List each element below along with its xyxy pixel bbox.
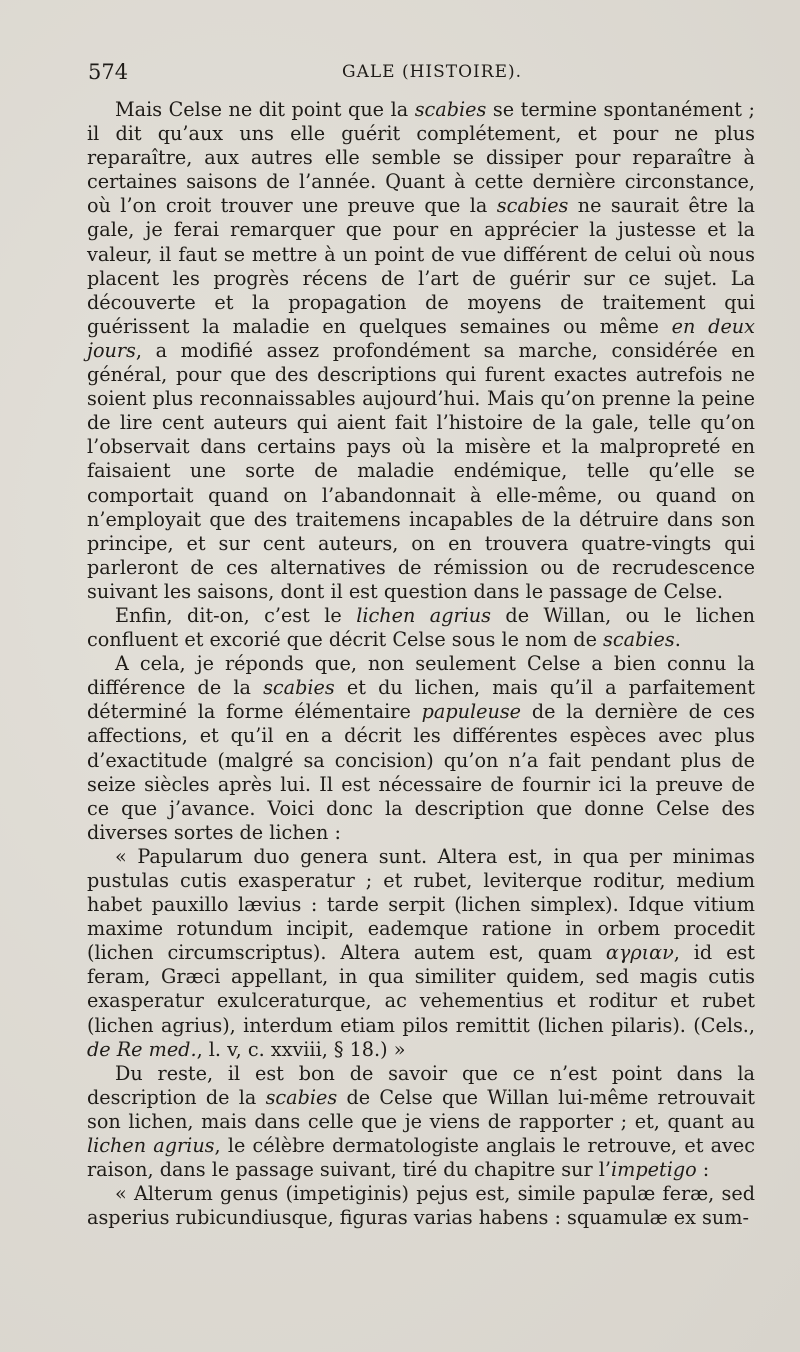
paragraph-4-quotation: « Papularum duo genera sunt. Altera est, in qua per minimas pustulas cutis exasperatur ; et rubet, leviterque roditur, medium habet pauxillo lævius : tarde serpit (lichen simplex). Idque vitium maxime rotundum incipit, eademque ratione in orbem procedit (lichen circumscriptus). Altera autem est, quam αγριαν, id est feram, Græci appellant, in qua similiter quidem, sed magis cutis exasperatur exulceraturque, ac vehementius et roditur et rubet (lichen agrius), interdum etiam pilos remittit (lichen pilaris). (Cels., de Re med., l. v, c. xxviii, § 18.) » xyxy=(87,844,755,1061)
running-head: GALE (HISTOIRE). xyxy=(342,62,523,82)
page-number: 574 xyxy=(88,60,129,84)
paragraph-3: A cela, je réponds que, non seulement Celse a bien connu la différence de la scabies et du lichen, mais qu’il a parfaitement déterminé la forme élémentaire papuleuse de la dernière de ces affections, et qu’il en a décrit les différentes espèces avec plus d’exactitude (malgré sa concision) qu’on n’a fait pendant plus de seize siècles après lui. Il est nécessaire de fournir ici la preuve de ce que j’avance. Voici donc la description que donne Celse des diverses sortes de lichen : xyxy=(87,652,756,844)
paragraph-5: Du reste, il est bon de savoir que ce n’est point dans la description de la scabies de Celse que Willan lui-même retrouvait son lichen, mais dans celle que je viens de rapporter ; et, quant au lichen agrius, le célèbre dermatologiste anglais le retrouve, et avec raison, dans le passage suivant, tiré du chapitre sur l’impetigo : xyxy=(87,1061,755,1182)
body-text xyxy=(87,98,755,1230)
page-header xyxy=(88,60,748,92)
paragraph-6-quotation: « Alterum genus (impetiginis) pejus est, simile papulæ feræ, sed asperius rubicundiusque, figuras varias habens : squamulæ ex sum- xyxy=(87,1182,755,1230)
paragraph-2: Enfin, dit-on, c’est le lichen agrius de Willan, ou le lichen confluent et excorié que décrit Celse sous le nom de scabies. xyxy=(87,603,755,652)
paragraph-1: Mais Celse ne dit point que la scabies se termine spontanément ; il dit qu’aux uns elle guérit complétement, et pour ne plus reparaître, aux autres elle semble se dissiper pour reparaître à certaines saisons de l’année. Quant à cette dernière circonstance, où l’on croit trouver une preuve que la scabies ne saurait être la gale, je ferai remarquer que pour en apprécier la justesse et la valeur, il faut se mettre à un point de vue différent de celui où nous placent les progrès récens de l’art de guérir sur ce sujet. La découverte et la propagation de moyens de traitement qui guérissent la maladie en quelques semaines ou même en deux jours, a modifié assez profondément sa marche, considérée en général, pour que des descriptions qui furent exactes autrefois ne soient plus reconnaissables aujourd’hui. Mais qu’on prenne la peine de lire cent auteurs qui aient fait l’histoire de la gale, telle qu’on l’observait dans certains pays où la misère et la malpropreté en faisaient une sorte de maladie endémique, telle qu’elle se comportait quand on l’abandonnait à elle-même, ou quand on n’employait que des traitemens incapables de la détruire dans son principe, et sur cent auteurs, on en trouvera quatre-vingts qui parleront de ces alternatives de rémission ou de recrudescence suivant les saisons, dont il est question dans le passage de Celse. xyxy=(87,98,755,603)
